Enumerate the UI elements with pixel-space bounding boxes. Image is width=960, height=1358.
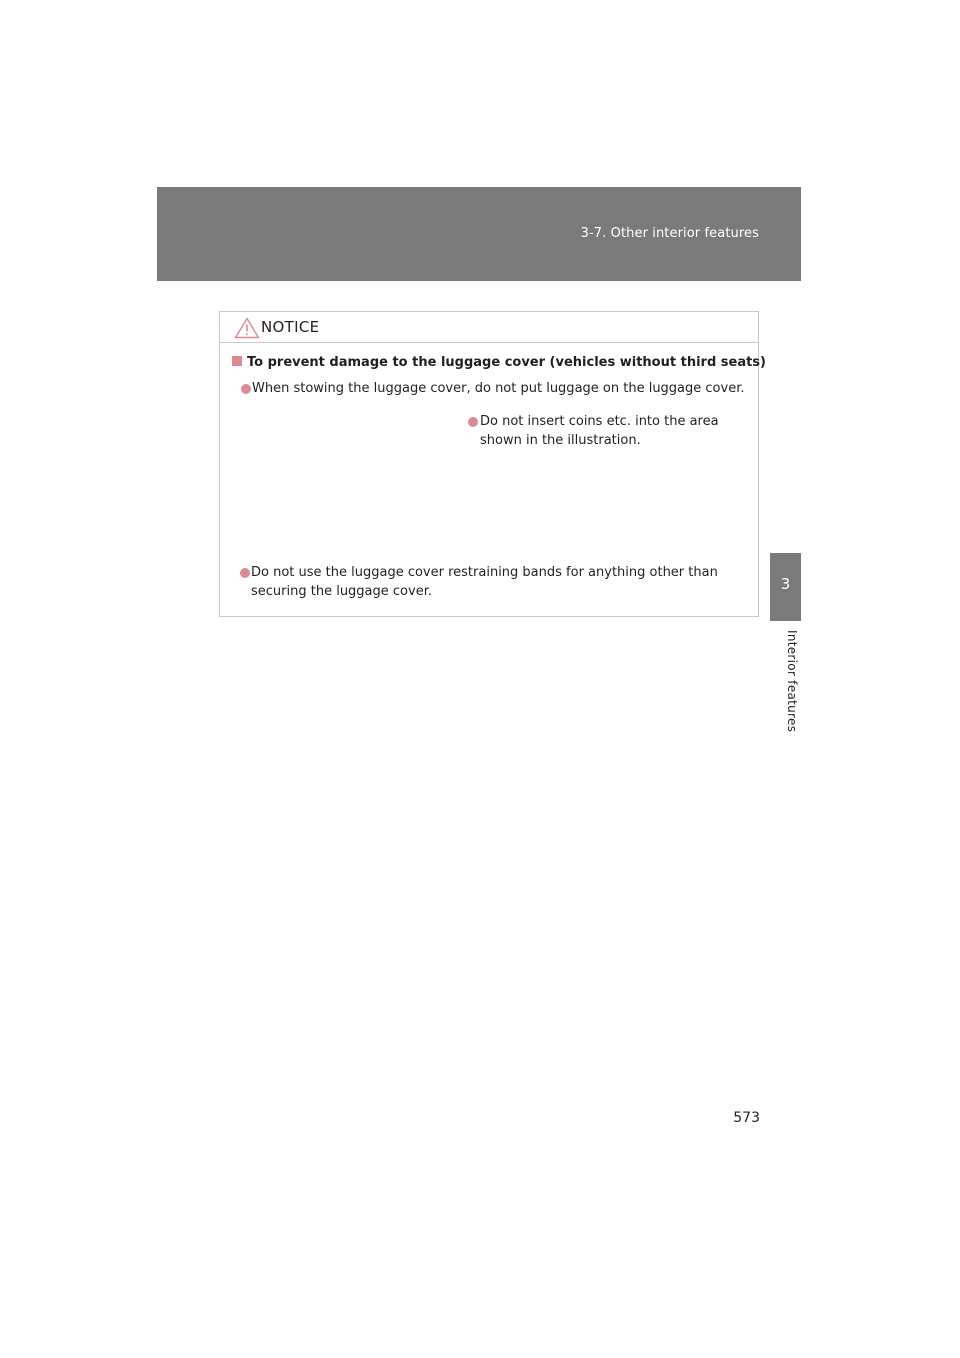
notice-heading-text: To prevent damage to the luggage cover (vehicles without third seats) [247,355,766,370]
chapter-number: 3 [780,575,791,593]
bullet-dot-icon [468,417,478,427]
illustration-area [250,404,460,554]
notice-item-1: When stowing the luggage cover, do not put luggage on the luggage cover. [252,381,745,396]
square-bullet-icon [232,356,242,366]
bullet-dot-icon [241,384,251,394]
notice-box [219,311,766,617]
notice-item-2: Do not insert coins etc. into the area shown in the illustration. [480,414,719,448]
notice-heading [232,355,766,370]
chapter-tab [770,553,801,621]
header-band [157,187,801,281]
section-title: 3-7. Other interior features [580,226,759,241]
warning-triangle-icon [234,317,260,339]
chapter-label: Interior features [785,630,799,733]
notice-title: NOTICE [261,318,320,336]
page-number: 573 [733,1110,760,1126]
bullet-dot-icon [240,568,250,578]
notice-header [220,312,758,343]
notice-item-3: Do not use the luggage cover restraining bands for anything other than securing the luggage cover. [251,565,718,599]
